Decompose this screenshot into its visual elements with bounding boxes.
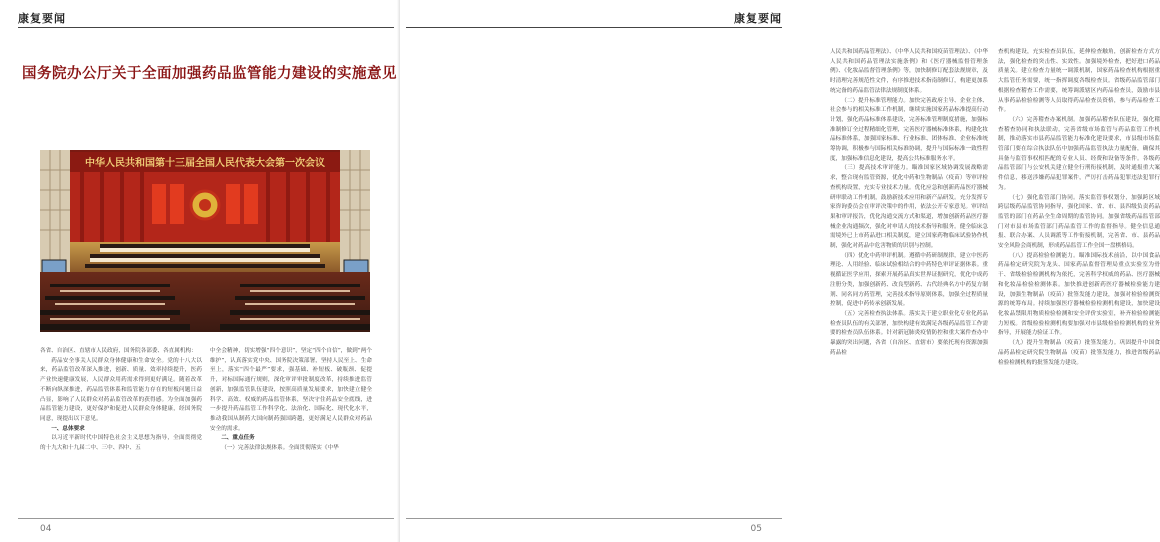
paragraph: （五）完善检查执法体系。落实关于建立职业化专业化药品检查员队伍的有关部署，加快构建有效满足各级药品监管工作需要的检查员队伍体系。针对新冠肺炎疫情防控和重大案件查办中暴露的突出问题，各省（自治区、直辖市）要依托现有资源加强药品检: [830, 310, 988, 356]
paragraph: 各省、自治区、直辖市人民政府，国务院各部委、各直属机构：: [40, 348, 197, 354]
page-number-right: 05: [750, 524, 762, 534]
page-number-left: 04: [40, 524, 52, 534]
paragraph: （九）提升生物制品（疫苗）批签发能力。巩固提升中国食品药品检定研究院生物制品（疫苗）批签发能力，推进省级药品检验检测机构的批签发能力建设。: [998, 340, 1160, 366]
left-column-2: [210, 347, 372, 512]
paragraph: （二）提升标准管理能力。加快完善政府主导、企业主体、社会参与的相关标准工作机制，继续实施国家药品标准提高行动计划，强化药品标准体系建设，完善标准管理制度措施，加强标准制修订全过程精细化管理，完善医疗器械标准体系，构建化妆品标准体系，加强国家标准、行业标准、团体标准、企业标准统筹协调，积极参与国际相关标准协调，提升与国际标准一致性程度，加强标准信息化建设，提高公共标准服务水平。: [830, 97, 988, 162]
paragraph: 以习近平新时代中国特色社会主义思想为指导，全面贯彻党的十九大和十九届二中、三中、四中、五: [40, 435, 202, 452]
footer-rule-left: [18, 518, 394, 519]
paragraph: （四）优化中药审评机制。遵循中药研制规律，建立中医药理论、人用经验、临床试验相结合的中药特色审评证据体系。重视循证医学应用，探索开展药品真实世界证据研究，优化中成药注册分类，加强创新药、改良型新药、古代经典名方中药复方制剂、同名同方药管理，完善技术指导原则体系，加强全过程质量控制，促进中药传承创新发展。: [830, 252, 988, 308]
paragraph: （三）提高技术审评能力。瞄准国家区域协调发展战略需求，整合现有监管资源，优化中药和生物制品（疫苗）等审评检查机构设置，充实专业技术力量。优化应急和创新药品医疗器械研审联动工作机制，鼓励新技术应用和新产品研发。充分发挥专家咨询委员会在审评决策中的作用，依法公开专家意见。审评结果和审评报告，优化沟通交流方式和渠道，增加创新药品医疗器械企业沟通频次，强化对申请人的技术指导和服务。健全临床急需境外已上市药品进口相关制度，建立国家药物临床试验协作机制，强化对药品中危害物质的识别与控制。: [830, 165, 988, 250]
paragraph: 人民共和国药品管理法》、《中华人民共和国疫苗管理法》、《中华人民共和国药品管理法实施条例》和《医疗器械监督管理条例》、《化妆品监督管理条例》等，加快制修订配套法规规章，及时清理完善规范性文件，有序推进技术指南制修订，构建更加系统完备的药品监管法律法规制度体系。: [830, 49, 988, 94]
header-rule-left: [18, 27, 394, 28]
paragraph: （一）完善法律法规体系。全面贯彻落实《中华: [221, 445, 339, 452]
paragraph: （六）完善稽查办案机制。加强药品稽查队伍建设，强化稽查稽查协同和执法联动，完善省级市场监管与药品监管工作机制，推动落实市县药品监管能力标准化建设要求，市县级市场监管部门要在综合执法队伍中加强药品监管执法力量配备，确保其具备与监管事权相匹配的专业人员、经费和设备等条件。各级药品监管部门与公安机关建立健全行刑衔接机制，及时通报重大案件信息，移送涉嫌药品犯罪案件，严厉打击药品犯罪违法犯罪行为。: [998, 116, 1160, 191]
section-heading: 一、总体要求: [51, 425, 85, 432]
paragraph: 中全会精神，切实增强“四个意识”，坚定“四个自信”，做到“两个维护”，认真落实党中央、国务院决策部署，坚持人民至上、生命至上，落实“四个最严”要求，强基础、补短板、破瓶颈、促提升，对标国际通行规则，深化审评审批制度改革，持续推进监管创新，加强监管队伍建设，按照高质量发展要求，加快建立健全科学、高效、权威的药品监管体系，坚决守住药品安全底线，进一步提升药品监管工作科学化、法治化、国际化、现代化水平，推动我国从制药大国向制药强国跨越，更好满足人民群众对药品安全的需求。: [210, 348, 372, 432]
section-tag-left: 康复要闻: [18, 12, 66, 25]
left-page: [0, 0, 400, 542]
paragraph: （八）提高检验检测能力。瞄准国际技术前沿，以中国食品药品检定研究院为龙头、国家药品监督管理局重点实验室为骨干、省级检验检测机构为依托，完善科学权威的药品、医疗器械和化妆品检验检测体系。加快推进创新药医疗器械检验能力建设，加强生物制品（疫苗）批签发能力建设，加强对检验检测资源的统筹布局。持续加强医疗器械检验检测机构建设，加快建设化妆品禁限用物质检验检测和安全评价实验室，补齐检验检测能力短板。省级检验检测机构要加强对市县级检验检测机构的业务指导，开展能力验证工作。: [998, 252, 1160, 337]
left-column-1: [40, 347, 202, 512]
section-heading: 二、重点任务: [221, 435, 255, 442]
section-tag-right: 康复要闻: [734, 12, 782, 25]
footer-rule-right: [406, 518, 782, 519]
photo-banner: 中华人民共和国第十三届全国人民代表大会第一次会议: [85, 158, 325, 169]
paragraph: 药品安全事关人民群众身体健康和生命安全。党的十八大以来，药品监管改革深入推进，创新、质量、效率持续提升，医药产业快速健康发展，人民群众用药需求得到更好满足。随着改革不断向纵深推进，药品监管体系和监管能力存在的短板问题日益凸显，影响了人民群众对药品监管改革的获得感。为全面加强药品监管能力建设，更好保护和促进人民群众身体健康，经国务院同意，现提出以下意见。: [40, 357, 202, 422]
article-title: 国务院办公厅关于全面加强药品监管能力建设的实施意见: [22, 65, 397, 82]
paragraph: （七）强化监管部门协同。落实监管事权划分，加强跨区域跨层级药品监管协同指导，强化国家、省、市、县四级负责药品监管的部门在药品全生命周期的监管协同。加强省级药品监管部门对市县市场监管部门药品监管工作的监督指导。健全信息通报、联合办案、人员调派等工作衔接机制，完善省、市、县药品安全风险会商机制，形成药品监管工作全国一盘棋格局。: [998, 194, 1160, 250]
right-page: [400, 0, 1160, 542]
congress-photo: [40, 150, 370, 332]
header-rule-right: [406, 27, 782, 28]
paragraph: 查机构建设，充实检查员队伍，延伸检查触角，创新检查方式方法，强化检查的突击性、实效性。加强境外检查，把好进口药品质量关。建立检查力量统一调派机制，国家药品检查机构根据重大监管任务需要，统一指挥调度各级检查员。省级药品监管部门根据检查稽查工作需要，统筹调派辖区内药品检查员，鼓励市县从事药品检验检测等人员取得药品检查员资格，参与药品检查工作。: [998, 49, 1160, 114]
right-column-2: [998, 48, 1160, 510]
right-column-1: [830, 48, 988, 510]
